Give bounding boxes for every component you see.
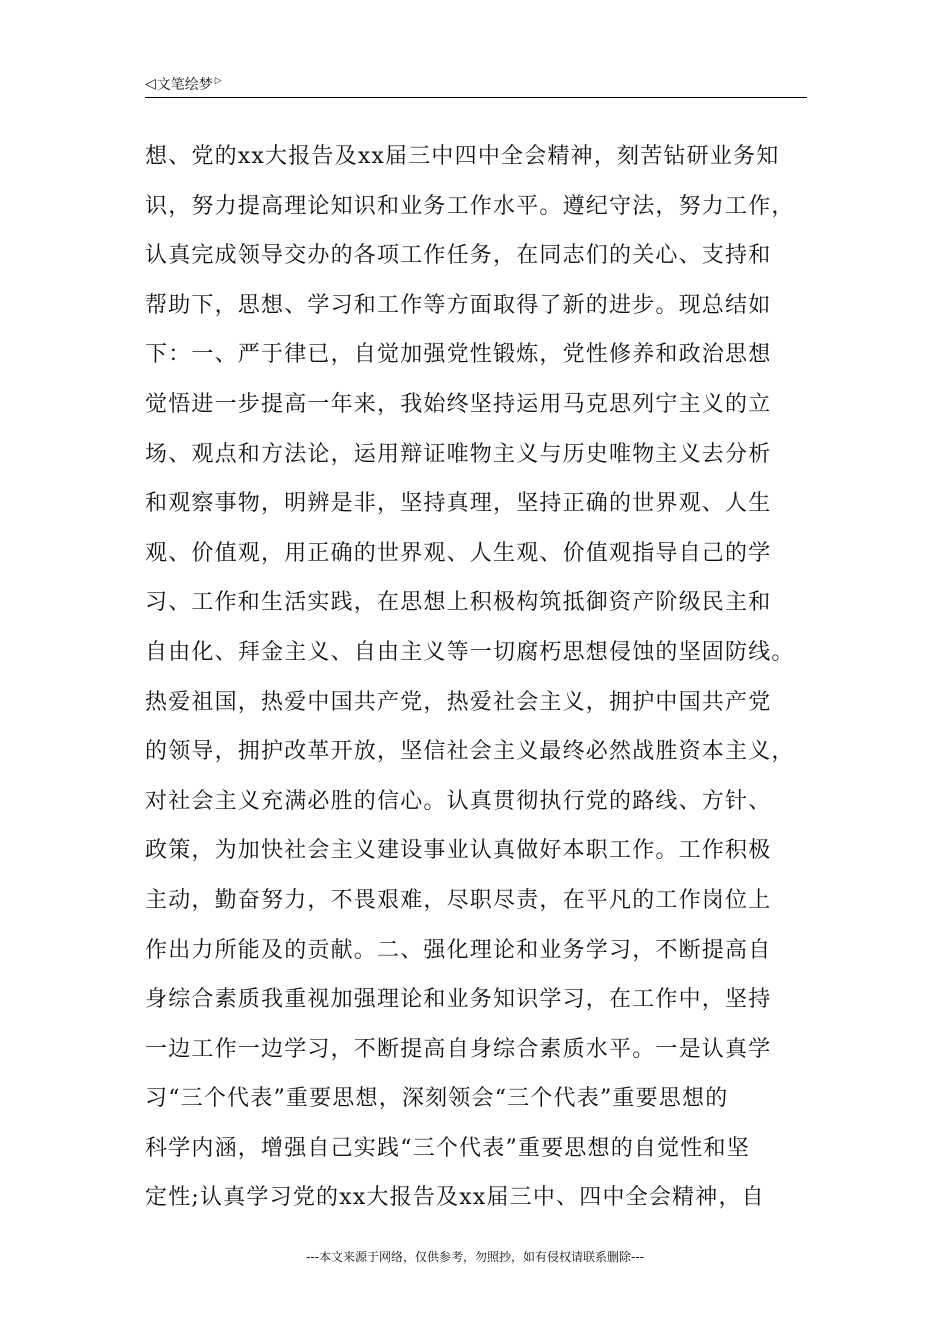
- body-text-line: 习“三个代表”重要思想，深刻领会“三个代表”重要思想的: [145, 1086, 729, 1112]
- body-text-line: 帮助下，思想、学习和工作等方面取得了新的进步。现总结如: [145, 292, 772, 318]
- body-text-line: 观、价值观，用正确的世界观、人生观、价值观指导自己的学: [145, 540, 772, 566]
- body-text-line: 主动，勤奋努力，不畏艰难，尽职尽责，在平凡的工作岗位上: [145, 887, 772, 913]
- body-text-line: 自由化、拜金主义、自由主义等一切腐朽思想侵蚀的坚固防线。: [145, 639, 795, 665]
- body-text-line: 的领导，拥护改革开放，坚信社会主义最终必然战胜资本主义，: [145, 739, 795, 765]
- header-brand: [145, 74, 222, 94]
- brand-text: 文笔绘梦: [156, 77, 213, 93]
- body-text-line: 习、工作和生活实践，在思想上积极构筑抵御资产阶级民主和: [145, 590, 772, 616]
- header-rule: [145, 97, 807, 98]
- body-text-line: 下：一、严于律已，自觉加强党性锻炼，党性修养和政治思想: [145, 342, 772, 368]
- footer-notice: ---本文来源于网络，仅供参考，勿照抄，如有侵权请联系删除---: [306, 1250, 644, 1264]
- body-text-line: 热爱祖国，热爱中国共产党，热爱社会主义，拥护中国共产党: [145, 689, 772, 715]
- body-text-line: 作出力所能及的贡献。二、强化理论和业务学习，不断提高自: [145, 937, 772, 963]
- body-text-line: 政策，为加快社会主义建设事业认真做好本职工作。工作积极: [145, 838, 772, 864]
- document-body: [145, 132, 815, 1223]
- body-text-line: 认真完成领导交办的各项工作任务，在同志们的关心、支持和: [145, 243, 772, 269]
- page-header: [145, 74, 807, 98]
- body-text-line: 想、党的xx大报告及xx届三中四中全会精神，刻苦钻研业务知: [145, 144, 780, 169]
- body-text-line: 觉悟进一步提高一年来，我始终坚持运用马克思列宁主义的立: [145, 391, 772, 417]
- body-text-line: 身综合素质我重视加强理论和业务知识学习，在工作中，坚持: [145, 987, 772, 1013]
- body-text-line: 场、观点和方法论，运用辩证唯物主义与历史唯物主义去分析: [145, 441, 772, 467]
- body-text-line: 识，努力提高理论知识和业务工作水平。遵纪守法，努力工作，: [145, 193, 795, 219]
- body-text-line: 科学内涵，增强自己实践“三个代表”重要思想的自觉性和坚: [145, 1135, 750, 1161]
- body-text-line: 对社会主义充满必胜的信心。认真贯彻执行党的路线、方针、: [145, 788, 772, 814]
- body-text-line: 一边工作一边学习，不断提高自身综合素质水平。一是认真学: [145, 1036, 772, 1062]
- body-text-line: 定性;认真学习党的xx大报告及xx届三中、四中全会精神，自: [145, 1185, 765, 1211]
- right-triangle-icon: ▷: [214, 75, 222, 86]
- left-triangle-icon: ◁: [145, 76, 156, 92]
- body-text-line: 和观察事物，明辨是非，坚持真理，坚持正确的世界观、人生: [145, 491, 772, 517]
